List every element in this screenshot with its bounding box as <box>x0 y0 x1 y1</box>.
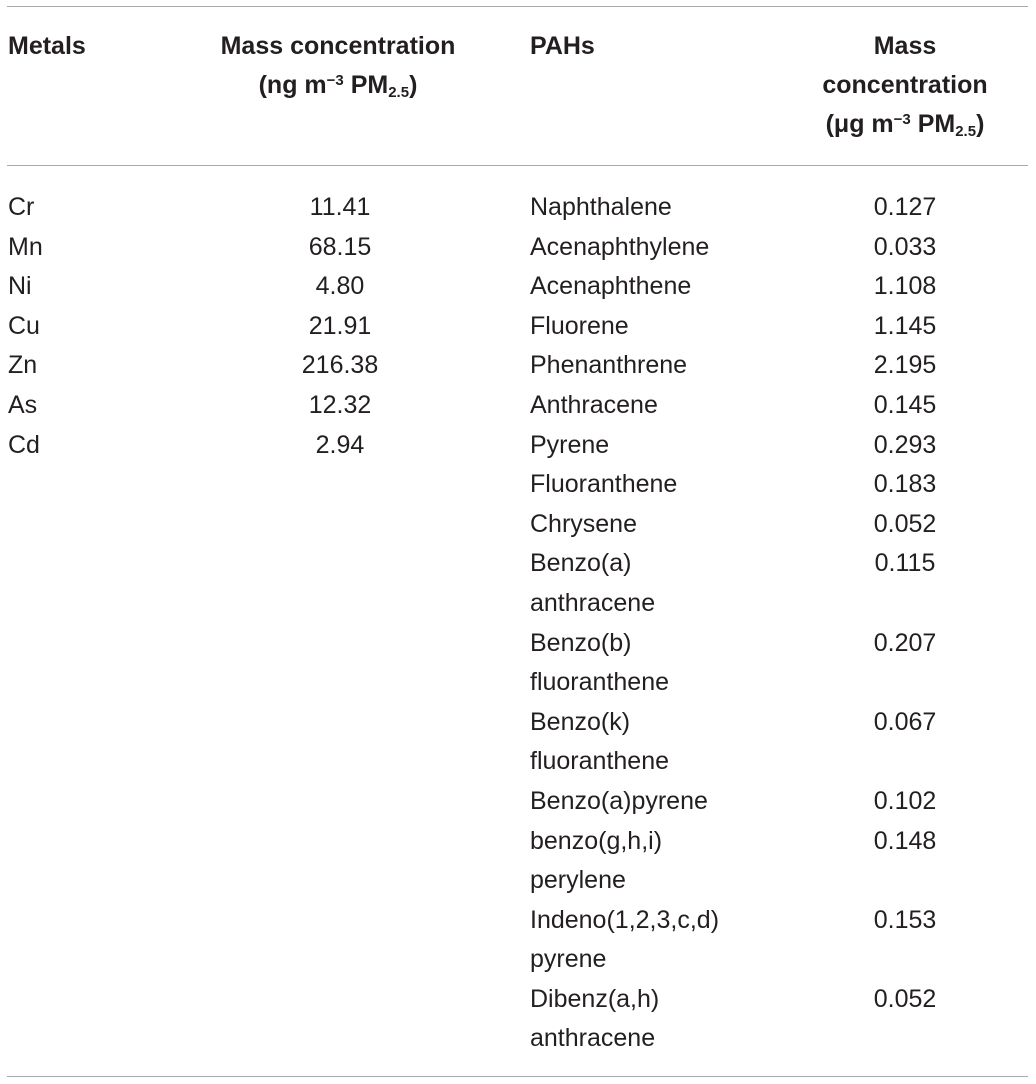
pah-value-cell: 0.148 <box>873 826 937 855</box>
pah-value-cell: 0.183 <box>873 470 937 499</box>
pah-value-cell: 0.052 <box>873 984 937 1013</box>
header-unit-sub: 2.5 <box>955 123 977 140</box>
header-mass-concentration-pahs-line1: Mass <box>873 32 937 60</box>
pah-name-cell: Benzo(a) anthracene <box>530 549 656 617</box>
header-mass-concentration-metals-line1: Mass concentration <box>220 32 456 60</box>
pah-value-cell: 0.153 <box>873 905 937 934</box>
metal-value-cell: 68.15 <box>308 232 372 261</box>
metal-value-cell: 2.94 <box>315 430 365 459</box>
pah-value-cell: 1.145 <box>873 311 937 340</box>
table-top-rule <box>7 6 1028 7</box>
metal-name-cell: Cr <box>8 193 35 221</box>
metal-name-cell: Zn <box>8 351 38 380</box>
metal-value-cell: 11.41 <box>309 193 371 221</box>
header-pahs: PAHs <box>530 32 595 60</box>
pah-name-cell: Pyrene <box>530 430 610 459</box>
metal-name-cell: Mn <box>8 232 43 261</box>
table-bottom-rule <box>7 1076 1028 1077</box>
header-unit-post: ) <box>409 71 418 99</box>
pah-value-cell: 0.293 <box>873 430 937 459</box>
header-unit-post: ) <box>976 110 985 138</box>
header-mass-concentration-metals-line2 <box>188 66 488 105</box>
pah-name-cell: Benzo(a)pyrene <box>530 786 708 815</box>
pah-name-cell: Phenanthrene <box>530 351 688 380</box>
header-unit-pre: (ng m <box>258 71 327 99</box>
header-unit-sup: −3 <box>326 72 344 89</box>
pah-name-cell: Benzo(b) fluoranthene <box>530 628 670 697</box>
header-unit-sup: −3 <box>893 111 911 128</box>
pahs-value-column <box>810 188 1000 1059</box>
metal-value-cell: 216.38 <box>301 351 379 380</box>
pah-value-cell: 0.127 <box>873 193 937 221</box>
metals-name-column <box>8 188 158 465</box>
metal-name-cell: Cu <box>8 311 40 340</box>
pah-value-cell: 0.207 <box>873 628 937 657</box>
header-mass-concentration-metals <box>188 27 488 105</box>
pah-name-cell: benzo(g,h,i) perylene <box>530 826 663 895</box>
table-header-rule <box>7 165 1028 166</box>
pah-value-cell: 0.067 <box>873 707 937 736</box>
pah-value-cell: 0.052 <box>873 509 937 538</box>
header-mass-concentration-pahs-line2: concentration <box>822 71 988 99</box>
pah-name-cell: Fluoranthene <box>530 470 678 499</box>
metal-value-cell: 4.80 <box>315 272 365 301</box>
pah-name-cell: Fluorene <box>530 311 629 340</box>
metals-value-column <box>220 188 460 465</box>
metal-name-cell: As <box>8 390 38 419</box>
header-mass-concentration-pahs-line3 <box>800 105 1010 144</box>
pah-name-cell: Anthracene <box>530 390 658 419</box>
header-unit-mid: PM <box>343 71 389 99</box>
header-unit-pre: (μg m <box>825 110 894 138</box>
pah-name-cell: Acenaphthylene <box>530 232 710 261</box>
pah-name-cell: Indeno(1,2,3,c,d) pyrene <box>530 905 720 974</box>
metal-name-cell: Ni <box>8 272 32 301</box>
pah-name-cell: Dibenz(a,h) anthracene <box>530 984 660 1053</box>
metal-value-cell: 21.91 <box>308 311 372 340</box>
header-unit-mid: PM <box>910 110 956 138</box>
metal-name-cell: Cd <box>8 430 40 459</box>
header-mass-concentration-pahs <box>800 27 1010 144</box>
pah-name-cell: Acenaphthene <box>530 272 692 301</box>
pah-name-cell: Chrysene <box>530 509 637 538</box>
header-unit-sub: 2.5 <box>388 84 410 101</box>
pah-value-cell: 0.102 <box>873 786 937 815</box>
pahs-name-column <box>530 188 760 1059</box>
pah-value-cell: 1.108 <box>873 272 937 301</box>
pah-value-cell: 0.115 <box>874 549 936 578</box>
pah-value-cell: 0.145 <box>873 390 937 419</box>
metal-value-cell: 12.32 <box>308 390 372 419</box>
pah-name-cell: Naphthalene <box>530 193 672 221</box>
pah-name-cell: Benzo(k) fluoranthene <box>530 707 670 776</box>
pah-value-cell: 0.033 <box>873 232 937 261</box>
header-metals: Metals <box>8 32 86 60</box>
pah-value-cell: 2.195 <box>873 351 937 380</box>
